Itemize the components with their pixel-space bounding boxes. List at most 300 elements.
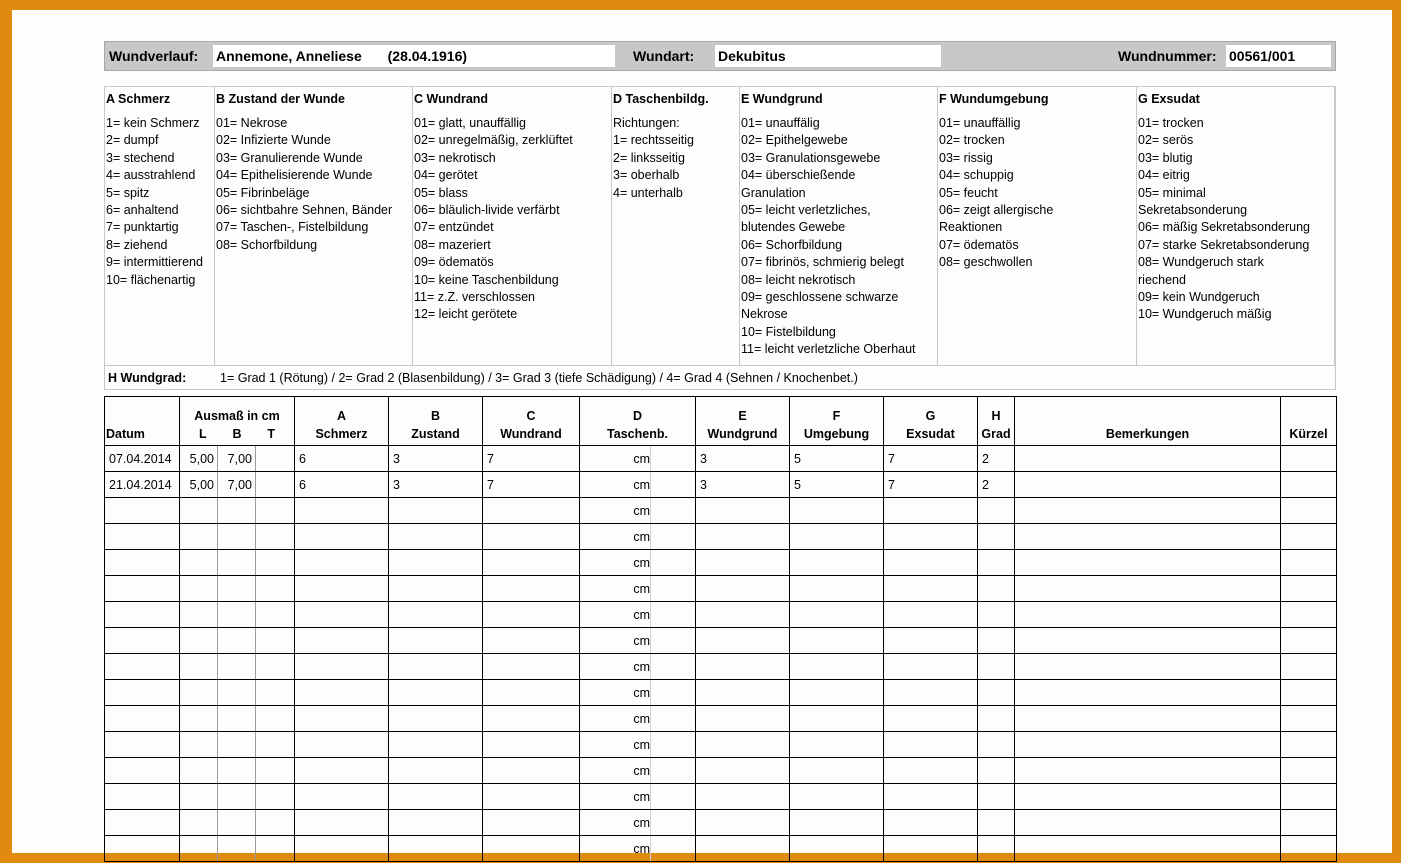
wundverlauf-label: Wundverlauf: bbox=[109, 48, 199, 64]
cell-bz[interactable] bbox=[389, 576, 483, 602]
legend-title: G Exsudat bbox=[1138, 92, 1200, 106]
cell-f[interactable] bbox=[790, 628, 884, 654]
cell-kz[interactable] bbox=[1281, 602, 1337, 628]
cell-l[interactable] bbox=[180, 628, 218, 654]
cell-datum[interactable] bbox=[105, 576, 180, 602]
cell-f[interactable]: 5 bbox=[790, 446, 884, 472]
cell-datum[interactable]: 21.04.2014 bbox=[105, 472, 180, 498]
cell-c[interactable] bbox=[483, 576, 580, 602]
cell-f[interactable] bbox=[790, 758, 884, 784]
cell-c[interactable] bbox=[483, 732, 580, 758]
cell-t[interactable] bbox=[256, 680, 295, 706]
cell-bz[interactable] bbox=[389, 784, 483, 810]
cell-h[interactable]: 2 bbox=[978, 472, 1015, 498]
cell-l[interactable] bbox=[180, 576, 218, 602]
cell-h[interactable]: 2 bbox=[978, 446, 1015, 472]
cell-kz[interactable] bbox=[1281, 472, 1337, 498]
cell-g[interactable]: 7 bbox=[884, 446, 978, 472]
cell-h[interactable] bbox=[978, 732, 1015, 758]
cell-h[interactable] bbox=[978, 758, 1015, 784]
cell-l[interactable] bbox=[180, 680, 218, 706]
cell-kz[interactable] bbox=[1281, 524, 1337, 550]
cell-kz[interactable] bbox=[1281, 732, 1337, 758]
cell-t[interactable] bbox=[256, 524, 295, 550]
cell-bz[interactable] bbox=[389, 602, 483, 628]
cell-kz[interactable] bbox=[1281, 498, 1337, 524]
cell-a[interactable] bbox=[295, 810, 389, 836]
cell-t[interactable] bbox=[256, 784, 295, 810]
col-c: C Wundrand bbox=[483, 397, 580, 446]
cell-c[interactable] bbox=[483, 810, 580, 836]
cell-bem[interactable] bbox=[1015, 654, 1281, 680]
cell-g[interactable] bbox=[884, 810, 978, 836]
cell-d[interactable]: cm bbox=[580, 784, 696, 810]
legend-item: 03= nekrotisch bbox=[414, 150, 496, 165]
cell-h[interactable] bbox=[978, 602, 1015, 628]
cell-g[interactable] bbox=[884, 654, 978, 680]
cell-kz[interactable] bbox=[1281, 810, 1337, 836]
cell-bz[interactable] bbox=[389, 628, 483, 654]
cell-g[interactable] bbox=[884, 524, 978, 550]
cell-kz[interactable] bbox=[1281, 550, 1337, 576]
cell-e[interactable] bbox=[696, 836, 790, 862]
legend-item: 03= rissig bbox=[939, 150, 993, 165]
cell-c[interactable] bbox=[483, 602, 580, 628]
cell-b[interactable] bbox=[218, 836, 256, 862]
cell-datum[interactable] bbox=[105, 784, 180, 810]
cell-bem[interactable] bbox=[1015, 550, 1281, 576]
cell-bz[interactable]: 3 bbox=[389, 472, 483, 498]
cell-t[interactable] bbox=[256, 810, 295, 836]
cell-c[interactable] bbox=[483, 758, 580, 784]
cell-f[interactable] bbox=[790, 524, 884, 550]
cell-e[interactable] bbox=[696, 784, 790, 810]
cell-b[interactable] bbox=[218, 654, 256, 680]
cell-bem[interactable] bbox=[1015, 784, 1281, 810]
cell-e[interactable] bbox=[696, 680, 790, 706]
cell-kz[interactable] bbox=[1281, 784, 1337, 810]
cell-a[interactable] bbox=[295, 524, 389, 550]
cell-e[interactable]: 3 bbox=[696, 446, 790, 472]
cell-b[interactable] bbox=[218, 732, 256, 758]
cell-d[interactable]: cm bbox=[580, 472, 696, 498]
wundgrad-label: H Wundgrad: bbox=[108, 371, 187, 385]
cell-e[interactable] bbox=[696, 576, 790, 602]
cell-l[interactable] bbox=[180, 706, 218, 732]
cell-bz[interactable] bbox=[389, 680, 483, 706]
cell-d[interactable]: cm bbox=[580, 758, 696, 784]
cell-bem[interactable] bbox=[1015, 680, 1281, 706]
cell-l[interactable]: 5,00 bbox=[180, 446, 218, 472]
cell-d[interactable]: cm bbox=[580, 732, 696, 758]
patient-field[interactable] bbox=[213, 45, 615, 67]
cell-kz[interactable] bbox=[1281, 758, 1337, 784]
cell-datum[interactable] bbox=[105, 654, 180, 680]
cell-l[interactable] bbox=[180, 602, 218, 628]
cell-d[interactable]: cm bbox=[580, 706, 696, 732]
wundnummer-field[interactable]: 00561/001 bbox=[1226, 45, 1331, 67]
cell-kz[interactable] bbox=[1281, 576, 1337, 602]
table-row bbox=[105, 628, 1337, 654]
legend-item: 09= ödematös bbox=[414, 255, 494, 270]
cell-h[interactable] bbox=[978, 784, 1015, 810]
cell-datum[interactable] bbox=[105, 524, 180, 550]
table-row bbox=[105, 836, 1337, 862]
cell-l[interactable] bbox=[180, 550, 218, 576]
cell-h[interactable] bbox=[978, 654, 1015, 680]
legend-col-g bbox=[1137, 87, 1335, 365]
cell-bz[interactable] bbox=[389, 654, 483, 680]
legend-item: 02= unregelmäßig, zerklüftet bbox=[414, 133, 573, 148]
cell-bem[interactable] bbox=[1015, 472, 1281, 498]
legend-col-a bbox=[105, 87, 215, 365]
cell-b[interactable] bbox=[218, 758, 256, 784]
legend-item: Reaktionen bbox=[939, 220, 1003, 235]
table-header-row bbox=[105, 397, 1337, 446]
col-g: G Exsudat bbox=[884, 397, 978, 446]
legend-item: Nekrose bbox=[741, 307, 788, 322]
table-row bbox=[105, 810, 1337, 836]
cell-c[interactable]: 7 bbox=[483, 446, 580, 472]
cell-d[interactable]: cm bbox=[580, 680, 696, 706]
cell-e[interactable] bbox=[696, 602, 790, 628]
cell-c[interactable] bbox=[483, 628, 580, 654]
legend-item: 01= glatt, unauffällig bbox=[414, 116, 527, 130]
cell-h[interactable] bbox=[978, 836, 1015, 862]
cell-b[interactable] bbox=[218, 810, 256, 836]
cell-e[interactable]: 3 bbox=[696, 472, 790, 498]
cell-t[interactable] bbox=[256, 498, 295, 524]
cell-h[interactable] bbox=[978, 810, 1015, 836]
cell-l[interactable] bbox=[180, 784, 218, 810]
cell-bz[interactable] bbox=[389, 732, 483, 758]
cell-l[interactable] bbox=[180, 654, 218, 680]
cell-a[interactable] bbox=[295, 602, 389, 628]
cell-bz[interactable] bbox=[389, 836, 483, 862]
legend-item: 1= rechtsseitig bbox=[613, 133, 694, 148]
cell-f[interactable] bbox=[790, 576, 884, 602]
legend-item: 12= leicht gerötete bbox=[414, 307, 518, 322]
cell-bem[interactable] bbox=[1015, 524, 1281, 550]
legend-item: 7= punktartig bbox=[106, 220, 179, 235]
cell-bem[interactable] bbox=[1015, 732, 1281, 758]
legend-item: 03= Granulationsgewebe bbox=[741, 150, 881, 165]
cell-e[interactable] bbox=[696, 550, 790, 576]
cell-b[interactable]: 7,00 bbox=[218, 472, 256, 498]
cell-datum[interactable] bbox=[105, 836, 180, 862]
cell-f[interactable] bbox=[790, 810, 884, 836]
cell-kz[interactable] bbox=[1281, 446, 1337, 472]
cell-bz[interactable] bbox=[389, 524, 483, 550]
cell-e[interactable] bbox=[696, 628, 790, 654]
cell-g[interactable] bbox=[884, 680, 978, 706]
cell-g[interactable] bbox=[884, 498, 978, 524]
patient-name: Annemone, Anneliese bbox=[216, 48, 362, 64]
legend-item: 07= ödematös bbox=[939, 237, 1019, 252]
cell-g[interactable] bbox=[884, 602, 978, 628]
cell-bz[interactable] bbox=[389, 550, 483, 576]
col-f: F Umgebung bbox=[790, 397, 884, 446]
cell-bem[interactable] bbox=[1015, 576, 1281, 602]
legend-item: 08= Schorfbildung bbox=[216, 237, 318, 252]
cell-f[interactable]: 5 bbox=[790, 472, 884, 498]
cell-kz[interactable] bbox=[1281, 836, 1337, 862]
cell-t[interactable] bbox=[256, 602, 295, 628]
cell-d[interactable]: cm bbox=[580, 576, 696, 602]
cell-f[interactable] bbox=[790, 836, 884, 862]
legend-item: riechend bbox=[1138, 272, 1186, 287]
cell-g[interactable] bbox=[884, 784, 978, 810]
cell-g[interactable] bbox=[884, 758, 978, 784]
legend-item: 05= Fibrinbeläge bbox=[216, 185, 310, 200]
cell-g[interactable] bbox=[884, 732, 978, 758]
col-b-zustand: B Zustand bbox=[389, 397, 483, 446]
col-ausmass bbox=[180, 397, 295, 446]
cell-c[interactable]: 7 bbox=[483, 472, 580, 498]
legend-item: 2= dumpf bbox=[106, 133, 159, 148]
cell-datum[interactable] bbox=[105, 810, 180, 836]
cell-f[interactable] bbox=[790, 706, 884, 732]
legend-item: 3= oberhalb bbox=[613, 168, 680, 183]
cell-bem[interactable] bbox=[1015, 836, 1281, 862]
cell-datum[interactable] bbox=[105, 550, 180, 576]
legend-item: 06= Schorfbildung bbox=[741, 237, 843, 252]
cell-a[interactable] bbox=[295, 706, 389, 732]
cell-b[interactable] bbox=[218, 784, 256, 810]
wundgrad-text: 1= Grad 1 (Rötung) / 2= Grad 2 (Blasenbildung) / 3= Grad 3 (tiefe Schädigung) / 4= Grad 4 (Sehnen / Knochenbet.) bbox=[220, 371, 858, 385]
cell-e[interactable] bbox=[696, 498, 790, 524]
cell-e[interactable] bbox=[696, 524, 790, 550]
cell-bem[interactable] bbox=[1015, 498, 1281, 524]
legend-item: 01= trocken bbox=[1138, 116, 1204, 130]
cell-h[interactable] bbox=[978, 628, 1015, 654]
patient-birthdate: (28.04.1916) bbox=[387, 48, 468, 64]
cell-d[interactable]: cm bbox=[580, 628, 696, 654]
cell-b[interactable] bbox=[218, 524, 256, 550]
cell-a[interactable] bbox=[295, 628, 389, 654]
cell-l[interactable] bbox=[180, 836, 218, 862]
cell-f[interactable] bbox=[790, 680, 884, 706]
cell-e[interactable] bbox=[696, 654, 790, 680]
legend-item: 04= überschießende bbox=[741, 168, 856, 183]
legend-item: 07= fibrinös, schmierig belegt bbox=[741, 255, 904, 270]
cell-t[interactable] bbox=[256, 472, 295, 498]
cell-h[interactable] bbox=[978, 498, 1015, 524]
cell-d[interactable]: cm bbox=[580, 810, 696, 836]
col-t: T bbox=[267, 427, 276, 441]
cell-kz[interactable] bbox=[1281, 680, 1337, 706]
cell-c[interactable] bbox=[483, 784, 580, 810]
cell-g[interactable]: 7 bbox=[884, 472, 978, 498]
cell-l[interactable] bbox=[180, 810, 218, 836]
cell-t[interactable] bbox=[256, 628, 295, 654]
cell-datum[interactable] bbox=[105, 706, 180, 732]
cell-h[interactable] bbox=[978, 706, 1015, 732]
cell-g[interactable] bbox=[884, 628, 978, 654]
cell-t[interactable] bbox=[256, 550, 295, 576]
cell-g[interactable] bbox=[884, 550, 978, 576]
cell-d[interactable]: cm bbox=[580, 446, 696, 472]
cell-d[interactable]: cm bbox=[580, 602, 696, 628]
cell-e[interactable] bbox=[696, 758, 790, 784]
col-a: A Schmerz bbox=[295, 397, 389, 446]
cell-b[interactable] bbox=[218, 498, 256, 524]
cell-c[interactable] bbox=[483, 550, 580, 576]
cell-datum[interactable] bbox=[105, 680, 180, 706]
cell-f[interactable] bbox=[790, 654, 884, 680]
cell-datum[interactable] bbox=[105, 628, 180, 654]
cell-b[interactable] bbox=[218, 680, 256, 706]
legend-item: 08= geschwollen bbox=[939, 255, 1033, 270]
cell-d[interactable]: cm bbox=[580, 550, 696, 576]
cell-bem[interactable] bbox=[1015, 758, 1281, 784]
cell-t[interactable] bbox=[256, 446, 295, 472]
cell-d[interactable]: cm bbox=[580, 498, 696, 524]
legend-item: 06= zeigt allergische bbox=[939, 203, 1054, 218]
cell-g[interactable] bbox=[884, 836, 978, 862]
legend-col-b bbox=[215, 87, 413, 365]
cell-b[interactable]: 7,00 bbox=[218, 446, 256, 472]
legend-item: 04= Epithelisierende Wunde bbox=[216, 168, 373, 183]
legend-item: 09= kein Wundgeruch bbox=[1138, 290, 1260, 305]
cell-c[interactable] bbox=[483, 654, 580, 680]
cell-c[interactable] bbox=[483, 498, 580, 524]
table-row bbox=[105, 576, 1337, 602]
cell-l[interactable]: 5,00 bbox=[180, 472, 218, 498]
legend-item: 02= Epithelgewebe bbox=[741, 133, 848, 148]
table-row bbox=[105, 446, 1337, 472]
legend-item: 05= minimal bbox=[1138, 185, 1206, 200]
cell-bz[interactable] bbox=[389, 810, 483, 836]
legend-item: 10= Fistelbildung bbox=[741, 324, 836, 339]
cell-d[interactable]: cm bbox=[580, 654, 696, 680]
legend-item: 05= blass bbox=[414, 185, 468, 200]
legend-item: 10= Wundgeruch mäßig bbox=[1138, 307, 1272, 322]
cell-kz[interactable] bbox=[1281, 628, 1337, 654]
cell-h[interactable] bbox=[978, 524, 1015, 550]
cell-e[interactable] bbox=[696, 706, 790, 732]
legend-col-f bbox=[938, 87, 1137, 365]
cell-l[interactable] bbox=[180, 524, 218, 550]
cell-datum[interactable] bbox=[105, 732, 180, 758]
cell-h[interactable] bbox=[978, 680, 1015, 706]
cell-f[interactable] bbox=[790, 732, 884, 758]
cell-g[interactable] bbox=[884, 576, 978, 602]
cell-f[interactable] bbox=[790, 602, 884, 628]
cell-bem[interactable] bbox=[1015, 810, 1281, 836]
cell-kz[interactable] bbox=[1281, 706, 1337, 732]
cell-h[interactable] bbox=[978, 576, 1015, 602]
cell-c[interactable] bbox=[483, 836, 580, 862]
cell-bem[interactable] bbox=[1015, 628, 1281, 654]
cell-c[interactable] bbox=[483, 706, 580, 732]
legend-item: 5= spitz bbox=[106, 185, 150, 200]
cell-f[interactable] bbox=[790, 784, 884, 810]
cell-h[interactable] bbox=[978, 550, 1015, 576]
cell-b[interactable] bbox=[218, 576, 256, 602]
legend-item: 9= intermittierend bbox=[106, 255, 203, 270]
cell-b[interactable] bbox=[218, 706, 256, 732]
wundart-field[interactable]: Dekubitus bbox=[715, 45, 941, 67]
cell-bz[interactable] bbox=[389, 758, 483, 784]
legend-item: 07= Taschen-, Fistelbildung bbox=[216, 220, 369, 235]
cell-bem[interactable] bbox=[1015, 602, 1281, 628]
cell-t[interactable] bbox=[256, 706, 295, 732]
legend-item: 10= keine Taschenbildung bbox=[414, 272, 559, 287]
table-row bbox=[105, 498, 1337, 524]
cell-a[interactable] bbox=[295, 836, 389, 862]
col-datum: Datum bbox=[105, 397, 180, 446]
legend-item: 07= starke Sekretabsonderung bbox=[1138, 237, 1310, 252]
cell-bz[interactable]: 3 bbox=[389, 446, 483, 472]
wound-log-table bbox=[104, 396, 1337, 862]
cell-t[interactable] bbox=[256, 732, 295, 758]
cell-t[interactable] bbox=[256, 758, 295, 784]
cell-e[interactable] bbox=[696, 732, 790, 758]
cell-f[interactable] bbox=[790, 498, 884, 524]
cell-l[interactable] bbox=[180, 498, 218, 524]
cell-e[interactable] bbox=[696, 810, 790, 836]
cell-datum[interactable] bbox=[105, 758, 180, 784]
legend-item: 02= trocken bbox=[939, 133, 1005, 148]
table-row bbox=[105, 654, 1337, 680]
cell-a[interactable] bbox=[295, 576, 389, 602]
legend-item: 03= Granulierende Wunde bbox=[216, 150, 363, 165]
cell-d[interactable]: cm bbox=[580, 836, 696, 862]
cell-datum[interactable] bbox=[105, 602, 180, 628]
col-b: B bbox=[232, 427, 242, 441]
cell-bem[interactable] bbox=[1015, 706, 1281, 732]
legend-item: 06= mäßig Sekretabsonderung bbox=[1138, 220, 1310, 235]
cell-d[interactable]: cm bbox=[580, 524, 696, 550]
cell-a[interactable] bbox=[295, 654, 389, 680]
cell-c[interactable] bbox=[483, 680, 580, 706]
legend-item: 06= bläulich-livide verfärbt bbox=[414, 203, 560, 218]
cell-a[interactable] bbox=[295, 758, 389, 784]
cell-a[interactable] bbox=[295, 550, 389, 576]
cell-bz[interactable] bbox=[389, 498, 483, 524]
cell-a[interactable]: 6 bbox=[295, 446, 389, 472]
legend-item: 8= ziehend bbox=[106, 237, 168, 252]
cell-a[interactable]: 6 bbox=[295, 472, 389, 498]
cell-bem[interactable] bbox=[1015, 446, 1281, 472]
cell-f[interactable] bbox=[790, 550, 884, 576]
cell-a[interactable] bbox=[295, 732, 389, 758]
cell-a[interactable] bbox=[295, 498, 389, 524]
legend-item: 01= Nekrose bbox=[216, 116, 288, 130]
cell-b[interactable] bbox=[218, 550, 256, 576]
cell-datum[interactable] bbox=[105, 498, 180, 524]
cell-kz[interactable] bbox=[1281, 654, 1337, 680]
cell-c[interactable] bbox=[483, 524, 580, 550]
cell-t[interactable] bbox=[256, 654, 295, 680]
legend-wundgrad bbox=[105, 365, 1335, 390]
cell-l[interactable] bbox=[180, 732, 218, 758]
legend-block bbox=[104, 86, 1336, 390]
cell-l[interactable] bbox=[180, 758, 218, 784]
cell-g[interactable] bbox=[884, 706, 978, 732]
legend-item: 08= leicht nekrotisch bbox=[741, 272, 856, 287]
cell-datum[interactable]: 07.04.2014 bbox=[105, 446, 180, 472]
cell-t[interactable] bbox=[256, 836, 295, 862]
cell-bz[interactable] bbox=[389, 706, 483, 732]
cell-a[interactable] bbox=[295, 784, 389, 810]
cell-b[interactable] bbox=[218, 602, 256, 628]
legend-item: 08= Wundgeruch stark bbox=[1138, 255, 1264, 270]
cell-a[interactable] bbox=[295, 680, 389, 706]
cell-b[interactable] bbox=[218, 628, 256, 654]
cell-t[interactable] bbox=[256, 576, 295, 602]
